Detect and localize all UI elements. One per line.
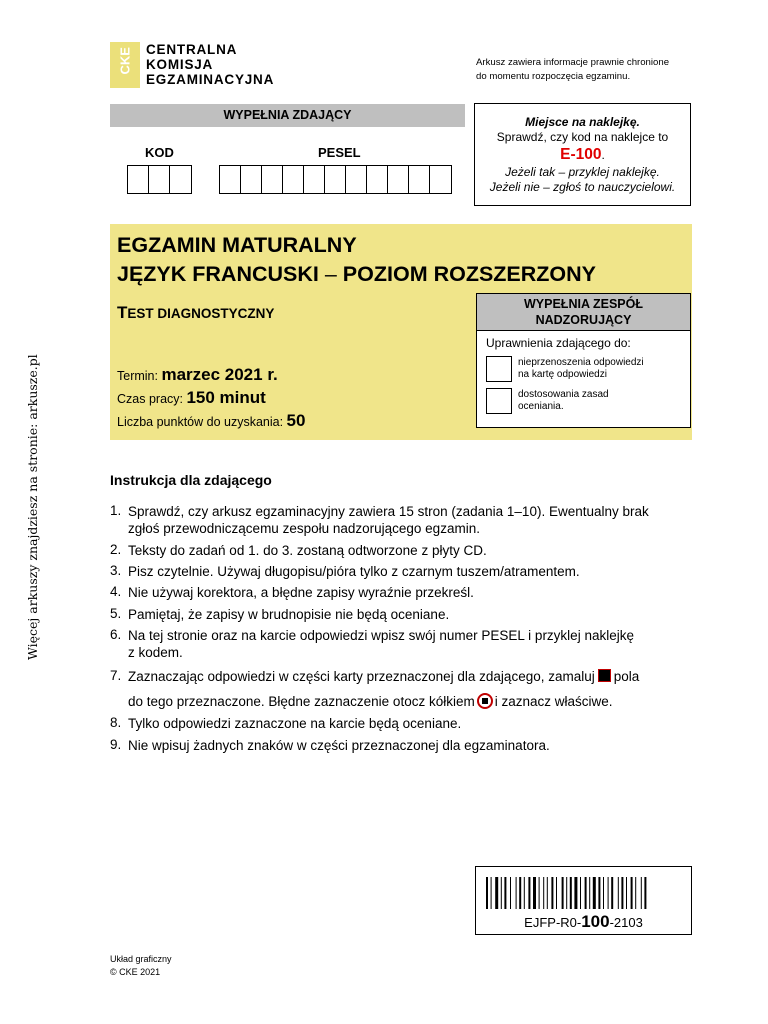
item-number: 8. bbox=[110, 715, 122, 730]
pesel-cell[interactable] bbox=[388, 166, 409, 193]
footer-layout-note: Układ graficzny bbox=[110, 954, 172, 964]
pesel-cell[interactable] bbox=[346, 166, 367, 193]
item-number: 7. bbox=[110, 668, 122, 683]
option-2-line-1: dostosowania zasad bbox=[518, 389, 609, 400]
item-text: Sprawdź, czy arkusz egzaminacyjny zawiera 15 stron (zadania 1–10). Ewentualny brak bbox=[128, 504, 649, 519]
test-type-initial: T bbox=[117, 303, 128, 322]
item-text: Zaznaczając odpowiedzi w części karty przeznaczonej dla zdającego, zamaluj bbox=[128, 669, 595, 684]
item-text: Nie wpisuj żadnych znaków w części przeznaczonej dla egzaminatora. bbox=[128, 738, 550, 753]
supervisor-subtitle: Uprawnienia zdającego do: bbox=[486, 336, 631, 350]
logo-mark-text: CKE bbox=[117, 47, 133, 75]
item-text: Nie używaj korektora, a błędne zapisy wyraźnie przekreśl. bbox=[128, 585, 474, 600]
instruction-item bbox=[128, 503, 708, 537]
supervisor-header bbox=[477, 294, 690, 331]
item-number: 6. bbox=[110, 627, 122, 642]
kod-cell[interactable] bbox=[128, 166, 149, 193]
kod-label: KOD bbox=[145, 145, 174, 160]
term-value: marzec 2021 r. bbox=[161, 365, 278, 384]
item-text: Pamiętaj, że zapisy w brudnopisie nie będą oceniane. bbox=[128, 607, 450, 622]
item-text: i zaznacz właściwe. bbox=[494, 694, 613, 709]
item-number: 2. bbox=[110, 542, 122, 557]
option-1-label bbox=[518, 357, 688, 381]
filled-square-icon bbox=[598, 669, 611, 682]
kod-cell[interactable] bbox=[170, 166, 191, 193]
pesel-field[interactable] bbox=[219, 165, 452, 194]
exam-duration bbox=[117, 388, 266, 408]
points-label: Liczba punktów do uzyskania: bbox=[117, 415, 287, 429]
barcode-box bbox=[475, 866, 692, 935]
legal-notice bbox=[476, 56, 716, 83]
pesel-cell[interactable] bbox=[325, 166, 346, 193]
pesel-cell[interactable] bbox=[283, 166, 304, 193]
pesel-cell[interactable] bbox=[241, 166, 262, 193]
exam-title: EGZAMIN MATURALNY bbox=[117, 233, 357, 257]
item-number: 5. bbox=[110, 606, 122, 621]
item-text: Na tej stronie oraz na karcie odpowiedzi wpisz swój numer PESEL i przyklej naklejkę bbox=[128, 628, 634, 643]
footer-copyright: © CKE 2021 bbox=[110, 967, 161, 977]
sticker-code-suffix: . bbox=[601, 148, 605, 162]
option-1-checkbox[interactable] bbox=[486, 356, 512, 382]
subject-level: POZIOM ROZSZERZONY bbox=[342, 262, 597, 286]
subject-name: JĘZYK FRANCUSKI bbox=[117, 262, 319, 286]
item-number: 4. bbox=[110, 584, 122, 599]
sticker-line-1: Miejsce na naklejkę. bbox=[525, 115, 640, 129]
sticker-line-3: Jeżeli tak – przyklej naklejkę. bbox=[505, 165, 660, 179]
item-text: Tylko odpowiedzi zaznaczone na karcie będą oceniane. bbox=[128, 716, 462, 731]
logo-line-2: KOMISJA bbox=[146, 57, 214, 72]
notice-line-2: do momentu rozpoczęcia egzaminu. bbox=[476, 70, 631, 82]
option-2-line-2: oceniania. bbox=[518, 401, 564, 412]
barcode-number: 100 bbox=[581, 912, 610, 931]
option-2-label bbox=[518, 389, 688, 413]
item-text-cont: zgłoś przewodniczącemu zespołu nadzorującego egzamin. bbox=[128, 521, 480, 536]
term-label: Termin: bbox=[117, 369, 162, 383]
notice-line-1: Arkusz zawiera informacje prawnie chronione bbox=[476, 57, 670, 68]
barcode-prefix: EJFP-R0- bbox=[524, 915, 582, 930]
logo-line-1: CENTRALNA bbox=[146, 42, 238, 57]
circled-square-icon bbox=[477, 693, 493, 709]
barcode-suffix: -2103 bbox=[609, 915, 643, 930]
pesel-cell[interactable] bbox=[430, 166, 451, 193]
item-number: 3. bbox=[110, 563, 122, 578]
exam-subject bbox=[117, 262, 596, 287]
side-watermark-text: Więcej arkuszy znajdziesz na stronie: arkusze.pl bbox=[25, 354, 40, 660]
sticker-line-2: Sprawdź, czy kod na naklejce to bbox=[496, 130, 669, 144]
pesel-cell[interactable] bbox=[409, 166, 430, 193]
item-number: 1. bbox=[110, 503, 122, 518]
pesel-cell[interactable] bbox=[367, 166, 388, 193]
item-text: pola bbox=[613, 669, 640, 684]
supervisor-header-line-2: NADZORUJĄCY bbox=[535, 313, 632, 327]
pesel-cell[interactable] bbox=[304, 166, 325, 193]
test-type bbox=[117, 303, 274, 323]
instruction-item bbox=[128, 627, 708, 661]
kod-cell[interactable] bbox=[149, 166, 170, 193]
sticker-line-4: Jeżeli nie – zgłoś to nauczycielowi. bbox=[489, 180, 676, 194]
option-2-checkbox[interactable] bbox=[486, 388, 512, 414]
time-value: 150 minut bbox=[186, 388, 266, 407]
item-text: do tego przeznaczone. Błędne zaznaczenie otocz kółkiem bbox=[128, 694, 475, 709]
exam-points bbox=[117, 411, 305, 431]
supervisor-box bbox=[476, 293, 691, 428]
pesel-cell[interactable] bbox=[262, 166, 283, 193]
item-text-cont: z kodem. bbox=[128, 645, 183, 660]
candidate-fill-header: WYPEŁNIA ZDAJĄCY bbox=[110, 104, 465, 127]
item-text: Pisz czytelnie. Używaj długopisu/pióra tylko z czarnym tuszem/atramentem. bbox=[128, 564, 580, 579]
test-type-rest: EST DIAGNOSTYCZNY bbox=[127, 306, 275, 321]
logo-line-3: EGZAMINACYJNA bbox=[146, 72, 275, 87]
kod-field[interactable] bbox=[127, 165, 192, 194]
instruction-item bbox=[128, 668, 708, 710]
instructions-title: Instrukcja dla zdającego bbox=[110, 472, 272, 488]
supervisor-header-line-1: WYPEŁNIA ZESPÓŁ bbox=[524, 297, 643, 311]
sticker-code: E-100 bbox=[560, 146, 602, 163]
exam-term bbox=[117, 365, 278, 385]
pesel-label: PESEL bbox=[318, 145, 361, 160]
pesel-cell[interactable] bbox=[220, 166, 241, 193]
subject-separator: – bbox=[318, 262, 343, 286]
item-number: 9. bbox=[110, 737, 122, 752]
time-label: Czas pracy: bbox=[117, 392, 187, 406]
cke-logo-mark bbox=[110, 42, 140, 88]
option-1-line-2: na kartę odpowiedzi bbox=[518, 369, 607, 380]
points-value: 50 bbox=[286, 411, 306, 430]
item-text: Teksty do zadań od 1. do 3. zostaną odtworzone z płyty CD. bbox=[128, 543, 487, 558]
barcode-icon bbox=[486, 877, 681, 909]
sticker-area[interactable] bbox=[474, 103, 691, 206]
barcode-label bbox=[476, 912, 691, 932]
option-1-line-1: nieprzenoszenia odpowiedzi bbox=[518, 357, 644, 368]
